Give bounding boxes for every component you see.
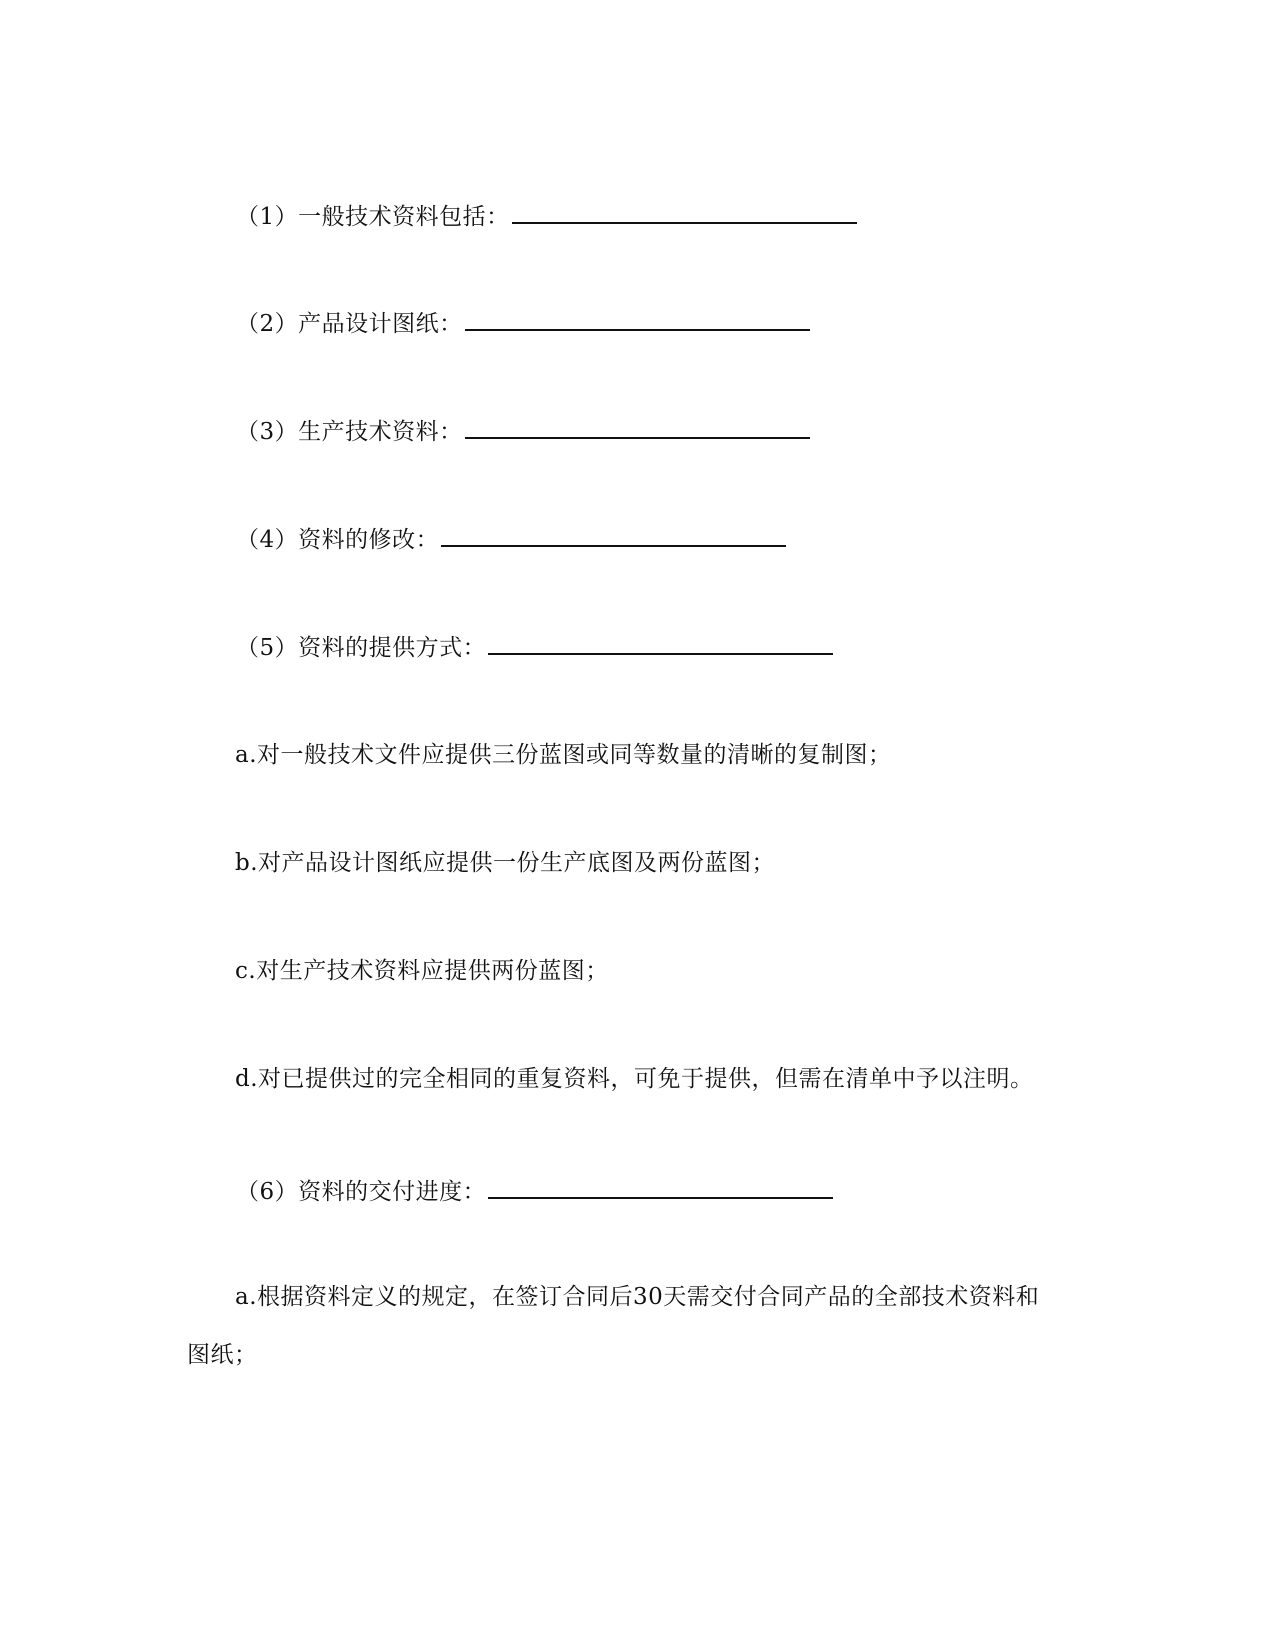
delivery-clause-line-2: 图纸； [187, 1342, 258, 1368]
clause-c-production-data: c.对生产技术资料应提供两份蓝图； [235, 958, 609, 984]
item-5-label: （5）资料的提供方式： [236, 635, 487, 661]
item-4-label: （4）资料的修改： [236, 527, 440, 553]
item-4-data-modification [236, 523, 786, 555]
item-3-production-technical-data [236, 415, 810, 447]
item-6-blank-field[interactable] [488, 1175, 833, 1199]
item-3-label: （3）生产技术资料： [236, 419, 463, 445]
item-5-blank-field[interactable] [488, 631, 833, 655]
item-3-blank-field[interactable] [465, 415, 810, 439]
item-6-delivery-schedule [236, 1175, 833, 1207]
item-4-blank-field[interactable] [441, 523, 786, 547]
item-1-blank-field[interactable] [512, 200, 857, 224]
delivery-clause-line-1: a.根据资料定义的规定，在签订合同后30天需交付合同产品的全部技术资料和 [235, 1284, 1040, 1310]
item-1-general-technical-data [236, 200, 857, 232]
delivery-clause-a [187, 1282, 1087, 1370]
item-2-blank-field[interactable] [465, 307, 810, 331]
item-5-data-provision-method [236, 631, 833, 663]
clause-a-general-documents: a.对一般技术文件应提供三份蓝图或同等数量的清晰的复制图； [235, 742, 892, 768]
item-6-label: （6）资料的交付进度： [236, 1179, 487, 1205]
clause-d-duplicate-data: d.对已提供过的完全相同的重复资料，可免于提供，但需在清单中予以注明。 [235, 1066, 1034, 1092]
item-1-label: （1）一般技术资料包括： [236, 204, 510, 230]
item-2-label: （2）产品设计图纸： [236, 311, 463, 337]
item-2-product-design-drawings [236, 307, 810, 339]
clause-b-design-drawings: b.对产品设计图纸应提供一份生产底图及两份蓝图； [235, 850, 776, 876]
